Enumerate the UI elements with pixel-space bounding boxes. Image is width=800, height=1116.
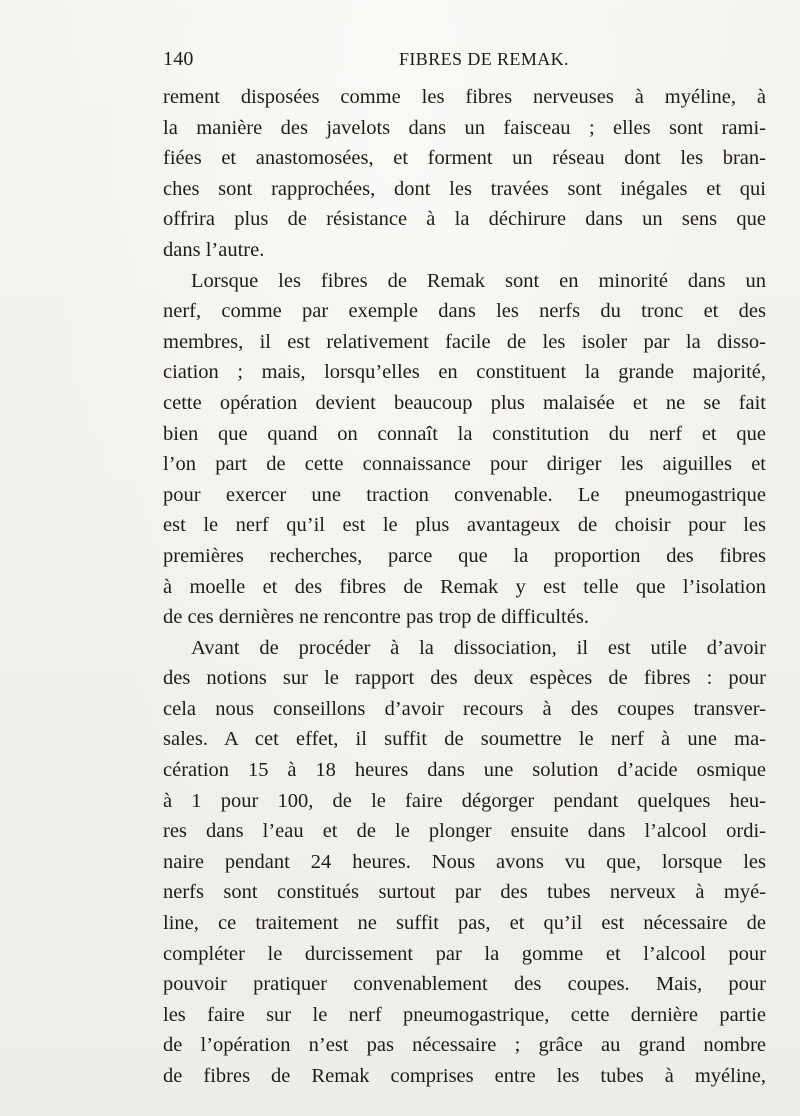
text-line: Lorsque les fibres de Remak sont en minorité dans un — [191, 269, 766, 292]
text-line: cela nous conseillons d’avoir recours à des coupes transver- — [163, 697, 766, 720]
running-title: FIBRES DE REMAK. — [399, 49, 569, 69]
text-line: fiées et anastomosées, et forment un réseau dont les bran- — [163, 147, 766, 170]
text-line: à 1 pour 100, de le faire dégorger pendant quelques heu- — [163, 789, 766, 812]
text-line: rement disposées comme les fibres nerveuses à myéline, à — [163, 86, 766, 108]
body-text — [163, 82, 766, 1092]
text-line: de ces dernières ne rencontre pas trop de difficultés. — [163, 606, 589, 629]
text-line: offrira plus de résistance à la déchirure dans un sens que — [163, 208, 766, 231]
text-line: line, ce traitement ne suffit pas, et qu’il est nécessaire de — [163, 912, 766, 935]
text-line: Avant de procéder à la dissociation, il est utile d’avoir — [191, 636, 766, 659]
text-line: de fibres de Remak comprises entre les tubes à myéline, — [163, 1065, 766, 1087]
text-line: la manière des javelots dans un faisceau ; elles sont rami- — [163, 116, 766, 139]
text-line: des notions sur le rapport des deux espèces de fibres : pour — [163, 667, 766, 690]
text-line: membres, il est relativement facile de les isoler par la disso- — [163, 330, 766, 353]
paragraph-continuation — [163, 82, 766, 266]
text-line: l’on part de cette connaissance pour diriger les aiguilles et — [163, 453, 766, 476]
paragraph-remak-fibres — [163, 266, 766, 633]
page-number: 140 — [163, 48, 194, 70]
text-line: de l’opération n’est pas nécessaire ; grâce au grand nombre — [163, 1034, 766, 1057]
paragraph-dissociation — [163, 633, 766, 1092]
text-line: dans l’autre. — [163, 238, 265, 261]
text-line: naire pendant 24 heures. Nous avons vu que, lorsque les — [163, 850, 766, 873]
text-line: nerfs sont constitués surtout par des tubes nerveux à myé- — [163, 881, 766, 904]
running-head — [163, 44, 766, 74]
text-line: ciation ; mais, lorsqu’elles en constituent la grande majorité, — [163, 361, 766, 384]
text-line: à moelle et des fibres de Remak y est telle que l’isolation — [163, 575, 766, 598]
text-line: ches sont rapprochées, dont les travées sont inégales et qui — [163, 177, 766, 200]
text-line: est le nerf qu’il est le plus avantageux de choisir pour les — [163, 514, 766, 537]
text-line: pour exercer une traction convenable. Le pneumogastrique — [163, 483, 766, 506]
text-line: bien que quand on connaît la constitution du nerf et que — [163, 422, 766, 445]
text-line: compléter le durcissement par la gomme et l’alcool pour — [163, 942, 766, 965]
text-line: nerf, comme par exemple dans les nerfs du tronc et des — [163, 300, 766, 323]
text-line: cération 15 à 18 heures dans une solution d’acide osmique — [163, 759, 766, 782]
text-line: les faire sur le nerf pneumogastrique, cette dernière partie — [163, 1003, 766, 1026]
text-line: premières recherches, parce que la proportion des fibres — [163, 544, 766, 567]
text-line: pouvoir pratiquer convenablement des coupes. Mais, pour — [163, 973, 766, 996]
text-line: cette opération devient beaucoup plus malaisée et ne se fait — [163, 391, 766, 414]
text-line: res dans l’eau et de le plonger ensuite dans l’alcool ordi- — [163, 820, 766, 843]
text-line: sales. A cet effet, il suffit de soumettre le nerf à une ma- — [163, 728, 766, 751]
